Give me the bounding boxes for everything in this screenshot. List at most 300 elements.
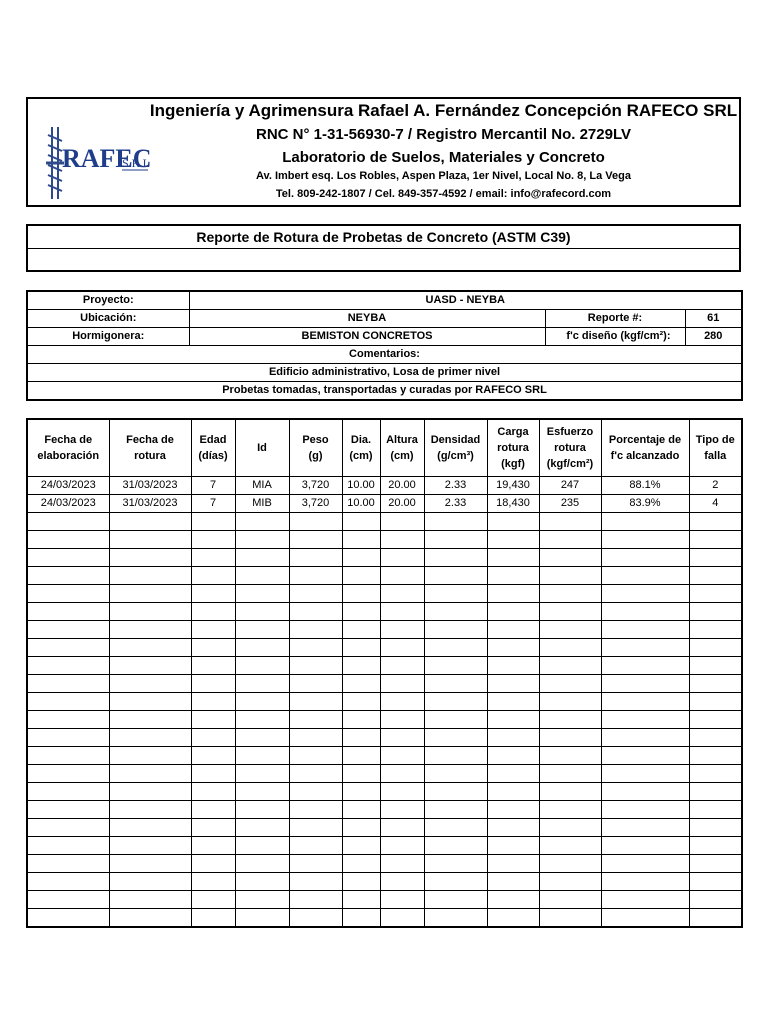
empty-table-row — [27, 855, 742, 873]
empty-cell — [27, 837, 109, 855]
empty-cell — [601, 765, 689, 783]
empty-table-row — [27, 909, 742, 928]
empty-cell — [380, 891, 424, 909]
empty-cell — [539, 621, 601, 639]
empty-cell — [601, 639, 689, 657]
empty-cell — [342, 765, 380, 783]
empty-cell — [689, 909, 742, 928]
empty-cell — [235, 747, 289, 765]
empty-cell — [191, 585, 235, 603]
empty-table-row — [27, 729, 742, 747]
empty-cell — [289, 783, 342, 801]
cell-porcentaje: 83.9% — [601, 495, 689, 513]
empty-table-row — [27, 747, 742, 765]
col-header: Fecha de rotura — [109, 419, 191, 477]
cell-altura: 20.00 — [380, 477, 424, 495]
empty-cell — [601, 549, 689, 567]
project-info-table — [26, 290, 743, 401]
empty-cell — [342, 657, 380, 675]
empty-cell — [539, 657, 601, 675]
empty-cell — [27, 603, 109, 621]
empty-cell — [191, 873, 235, 891]
empty-cell — [539, 693, 601, 711]
empty-cell — [289, 909, 342, 928]
empty-table-row — [27, 657, 742, 675]
empty-cell — [487, 513, 539, 531]
empty-cell — [289, 531, 342, 549]
empty-cell — [380, 603, 424, 621]
empty-cell — [689, 783, 742, 801]
empty-cell — [191, 567, 235, 585]
empty-cell — [342, 621, 380, 639]
info-row-comentarios — [27, 346, 742, 364]
empty-cell — [689, 567, 742, 585]
cell-id: MIB — [235, 495, 289, 513]
empty-cell — [601, 801, 689, 819]
empty-cell — [424, 819, 487, 837]
col-header: Carga rotura (kgf) — [487, 419, 539, 477]
empty-cell — [689, 639, 742, 657]
empty-cell — [109, 891, 191, 909]
empty-cell — [539, 747, 601, 765]
empty-table-row — [27, 639, 742, 657]
empty-cell — [191, 855, 235, 873]
empty-cell — [27, 801, 109, 819]
empty-cell — [289, 657, 342, 675]
empty-cell — [689, 621, 742, 639]
hormigonera-value: BEMISTON CONCRETOS — [189, 328, 545, 346]
empty-cell — [424, 747, 487, 765]
comentarios-label: Comentarios: — [27, 346, 742, 364]
empty-cell — [342, 531, 380, 549]
comentario-1: Edificio administrativo, Losa de primer nivel — [27, 364, 742, 382]
col-header: Dia. (cm) — [342, 419, 380, 477]
company-contact: Tel. 809-242-1807 / Cel. 849-357-4592 / email: info@rafecord.com — [275, 188, 612, 200]
empty-cell — [380, 765, 424, 783]
empty-cell — [424, 531, 487, 549]
empty-table-row — [27, 819, 742, 837]
report-title-box — [26, 224, 741, 272]
empty-cell — [109, 729, 191, 747]
empty-cell — [424, 765, 487, 783]
empty-cell — [539, 513, 601, 531]
empty-cell — [380, 585, 424, 603]
empty-cell — [689, 513, 742, 531]
empty-cell — [235, 801, 289, 819]
cell-edad: 7 — [191, 495, 235, 513]
empty-cell — [27, 585, 109, 603]
empty-cell — [109, 693, 191, 711]
empty-cell — [380, 693, 424, 711]
empty-cell — [424, 729, 487, 747]
empty-cell — [289, 873, 342, 891]
empty-cell — [601, 819, 689, 837]
col-header: Densidad (g/cm³) — [424, 419, 487, 477]
empty-cell — [380, 783, 424, 801]
empty-cell — [380, 549, 424, 567]
empty-table-row — [27, 621, 742, 639]
empty-cell — [539, 603, 601, 621]
empty-cell — [380, 639, 424, 657]
empty-cell — [342, 675, 380, 693]
empty-cell — [689, 891, 742, 909]
empty-cell — [289, 675, 342, 693]
empty-cell — [235, 585, 289, 603]
empty-table-row — [27, 585, 742, 603]
empty-cell — [235, 855, 289, 873]
empty-cell — [487, 837, 539, 855]
empty-cell — [601, 909, 689, 928]
empty-cell — [27, 855, 109, 873]
empty-cell — [191, 819, 235, 837]
empty-cell — [235, 693, 289, 711]
cell-fecha-elab: 24/03/2023 — [27, 477, 109, 495]
empty-cell — [424, 621, 487, 639]
cell-fecha-elab: 24/03/2023 — [27, 495, 109, 513]
empty-cell — [539, 819, 601, 837]
empty-cell — [342, 567, 380, 585]
cell-dia: 10.00 — [342, 477, 380, 495]
empty-cell — [487, 873, 539, 891]
empty-cell — [689, 801, 742, 819]
empty-cell — [380, 567, 424, 585]
company-header — [26, 97, 741, 207]
rafeco-logo — [38, 125, 150, 201]
empty-cell — [289, 513, 342, 531]
empty-cell — [487, 909, 539, 928]
empty-cell — [109, 801, 191, 819]
empty-cell — [235, 729, 289, 747]
empty-cell — [487, 855, 539, 873]
cell-id: MIA — [235, 477, 289, 495]
empty-cell — [424, 549, 487, 567]
col-header: Altura (cm) — [380, 419, 424, 477]
empty-cell — [424, 603, 487, 621]
empty-cell — [380, 675, 424, 693]
hormigonera-label: Hormigonera: — [27, 328, 189, 346]
empty-cell — [380, 837, 424, 855]
empty-cell — [539, 837, 601, 855]
empty-table-row — [27, 873, 742, 891]
empty-cell — [487, 567, 539, 585]
empty-cell — [539, 711, 601, 729]
results-table — [26, 418, 743, 928]
empty-cell — [27, 873, 109, 891]
empty-cell — [424, 567, 487, 585]
cell-densidad: 2.33 — [424, 477, 487, 495]
empty-cell — [539, 639, 601, 657]
empty-cell — [191, 801, 235, 819]
empty-cell — [342, 891, 380, 909]
empty-table-row — [27, 567, 742, 585]
col-header: Edad (días) — [191, 419, 235, 477]
empty-cell — [601, 567, 689, 585]
empty-cell — [191, 657, 235, 675]
empty-cell — [235, 621, 289, 639]
empty-cell — [424, 675, 487, 693]
empty-cell — [191, 837, 235, 855]
empty-cell — [27, 891, 109, 909]
empty-cell — [424, 711, 487, 729]
empty-table-row — [27, 693, 742, 711]
empty-cell — [601, 891, 689, 909]
cell-esfuerzo: 235 — [539, 495, 601, 513]
empty-cell — [191, 783, 235, 801]
empty-cell — [235, 819, 289, 837]
empty-cell — [235, 711, 289, 729]
empty-cell — [601, 675, 689, 693]
empty-cell — [109, 711, 191, 729]
ubicacion-value: NEYBA — [189, 310, 545, 328]
empty-cell — [380, 531, 424, 549]
info-row-ubicacion — [27, 310, 742, 328]
col-header: Id — [235, 419, 289, 477]
empty-cell — [289, 855, 342, 873]
empty-cell — [539, 801, 601, 819]
empty-cell — [109, 747, 191, 765]
empty-cell — [109, 585, 191, 603]
empty-cell — [487, 765, 539, 783]
cell-fecha-rotura: 31/03/2023 — [109, 495, 191, 513]
empty-cell — [487, 621, 539, 639]
info-row-comentario-2 — [27, 382, 742, 401]
empty-cell — [342, 639, 380, 657]
empty-cell — [109, 837, 191, 855]
empty-cell — [235, 873, 289, 891]
empty-cell — [689, 531, 742, 549]
info-row-proyecto — [27, 291, 742, 310]
empty-cell — [27, 549, 109, 567]
empty-cell — [342, 603, 380, 621]
empty-cell — [342, 711, 380, 729]
empty-table-row — [27, 711, 742, 729]
empty-table-row — [27, 891, 742, 909]
empty-cell — [27, 621, 109, 639]
empty-cell — [601, 693, 689, 711]
empty-cell — [689, 675, 742, 693]
empty-cell — [109, 567, 191, 585]
empty-cell — [289, 729, 342, 747]
empty-cell — [289, 819, 342, 837]
empty-cell — [109, 639, 191, 657]
empty-cell — [342, 801, 380, 819]
table-row — [27, 495, 742, 513]
cell-altura: 20.00 — [380, 495, 424, 513]
empty-cell — [424, 693, 487, 711]
empty-cell — [539, 675, 601, 693]
empty-cell — [487, 549, 539, 567]
empty-cell — [342, 819, 380, 837]
empty-cell — [689, 855, 742, 873]
empty-cell — [380, 747, 424, 765]
proyecto-value: UASD - NEYBA — [189, 291, 742, 310]
empty-cell — [380, 801, 424, 819]
empty-cell — [27, 513, 109, 531]
empty-cell — [539, 765, 601, 783]
empty-cell — [487, 801, 539, 819]
empty-cell — [289, 747, 342, 765]
fc-label: f'c diseño (kgf/cm²): — [545, 328, 685, 346]
empty-table-row — [27, 765, 742, 783]
cell-esfuerzo: 247 — [539, 477, 601, 495]
empty-cell — [289, 837, 342, 855]
empty-cell — [27, 639, 109, 657]
empty-cell — [689, 693, 742, 711]
empty-cell — [342, 837, 380, 855]
empty-cell — [539, 729, 601, 747]
cell-peso: 3,720 — [289, 477, 342, 495]
empty-cell — [109, 765, 191, 783]
empty-cell — [235, 891, 289, 909]
empty-cell — [289, 621, 342, 639]
empty-cell — [601, 657, 689, 675]
empty-cell — [689, 729, 742, 747]
empty-cell — [380, 657, 424, 675]
empty-cell — [235, 567, 289, 585]
empty-cell — [191, 711, 235, 729]
empty-cell — [487, 531, 539, 549]
empty-cell — [191, 747, 235, 765]
empty-cell — [487, 675, 539, 693]
empty-cell — [27, 747, 109, 765]
empty-cell — [27, 783, 109, 801]
cell-fecha-rotura: 31/03/2023 — [109, 477, 191, 495]
empty-cell — [235, 837, 289, 855]
empty-cell — [424, 873, 487, 891]
empty-cell — [27, 675, 109, 693]
empty-cell — [191, 639, 235, 657]
empty-cell — [424, 783, 487, 801]
empty-cell — [380, 621, 424, 639]
empty-cell — [342, 909, 380, 928]
empty-cell — [689, 837, 742, 855]
col-header: Porcentaje de f'c alcanzado — [601, 419, 689, 477]
empty-cell — [27, 567, 109, 585]
empty-cell — [109, 531, 191, 549]
ubicacion-label: Ubicación: — [27, 310, 189, 328]
empty-cell — [235, 549, 289, 567]
empty-cell — [109, 675, 191, 693]
empty-table-row — [27, 513, 742, 531]
empty-cell — [689, 873, 742, 891]
empty-cell — [539, 567, 601, 585]
empty-cell — [109, 783, 191, 801]
empty-cell — [424, 657, 487, 675]
empty-cell — [380, 909, 424, 928]
cell-tipo: 4 — [689, 495, 742, 513]
cell-densidad: 2.33 — [424, 495, 487, 513]
empty-cell — [424, 801, 487, 819]
empty-cell — [289, 603, 342, 621]
empty-cell — [539, 531, 601, 549]
empty-cell — [539, 783, 601, 801]
col-header: Tipo de falla — [689, 419, 742, 477]
empty-cell — [191, 891, 235, 909]
empty-cell — [235, 783, 289, 801]
empty-table-row — [27, 837, 742, 855]
empty-table-row — [27, 675, 742, 693]
empty-cell — [342, 513, 380, 531]
empty-cell — [27, 909, 109, 928]
empty-cell — [689, 657, 742, 675]
empty-cell — [487, 729, 539, 747]
empty-cell — [380, 819, 424, 837]
cell-tipo: 2 — [689, 477, 742, 495]
empty-cell — [235, 513, 289, 531]
empty-cell — [235, 909, 289, 928]
empty-cell — [289, 567, 342, 585]
empty-table-row — [27, 549, 742, 567]
col-header: Fecha de elaboración — [27, 419, 109, 477]
table-row — [27, 477, 742, 495]
empty-cell — [191, 531, 235, 549]
svg-text:S.R.L: S.R.L — [122, 156, 150, 170]
empty-cell — [424, 585, 487, 603]
empty-cell — [191, 513, 235, 531]
empty-cell — [487, 747, 539, 765]
empty-cell — [689, 819, 742, 837]
empty-cell — [191, 603, 235, 621]
empty-cell — [109, 909, 191, 928]
empty-cell — [191, 909, 235, 928]
empty-cell — [380, 729, 424, 747]
empty-cell — [601, 729, 689, 747]
empty-cell — [109, 549, 191, 567]
empty-cell — [380, 711, 424, 729]
empty-cell — [380, 855, 424, 873]
proyecto-label: Proyecto: — [27, 291, 189, 310]
empty-cell — [289, 693, 342, 711]
reporte-label: Reporte #: — [545, 310, 685, 328]
empty-cell — [601, 585, 689, 603]
cell-carga: 19,430 — [487, 477, 539, 495]
empty-cell — [109, 819, 191, 837]
empty-cell — [380, 873, 424, 891]
empty-cell — [289, 711, 342, 729]
empty-cell — [235, 603, 289, 621]
empty-cell — [487, 585, 539, 603]
empty-cell — [342, 747, 380, 765]
empty-cell — [380, 513, 424, 531]
comentario-2: Probetas tomadas, transportadas y curadas por RAFECO SRL — [27, 382, 742, 401]
info-row-hormigonera — [27, 328, 742, 346]
empty-cell — [342, 693, 380, 711]
empty-cell — [487, 693, 539, 711]
empty-cell — [109, 855, 191, 873]
empty-cell — [109, 603, 191, 621]
empty-cell — [27, 765, 109, 783]
empty-cell — [191, 729, 235, 747]
cell-dia: 10.00 — [342, 495, 380, 513]
col-header: Esfuerzo rotura (kgf/cm²) — [539, 419, 601, 477]
empty-cell — [539, 549, 601, 567]
empty-cell — [689, 747, 742, 765]
empty-cell — [601, 621, 689, 639]
empty-cell — [424, 855, 487, 873]
empty-table-row — [27, 801, 742, 819]
empty-table-row — [27, 531, 742, 549]
empty-cell — [689, 765, 742, 783]
empty-cell — [235, 657, 289, 675]
empty-cell — [487, 657, 539, 675]
empty-cell — [235, 765, 289, 783]
empty-cell — [27, 531, 109, 549]
empty-cell — [487, 639, 539, 657]
empty-cell — [601, 603, 689, 621]
empty-cell — [191, 693, 235, 711]
lab-name: Laboratorio de Suelos, Materiales y Concreto — [282, 149, 605, 166]
empty-cell — [487, 603, 539, 621]
